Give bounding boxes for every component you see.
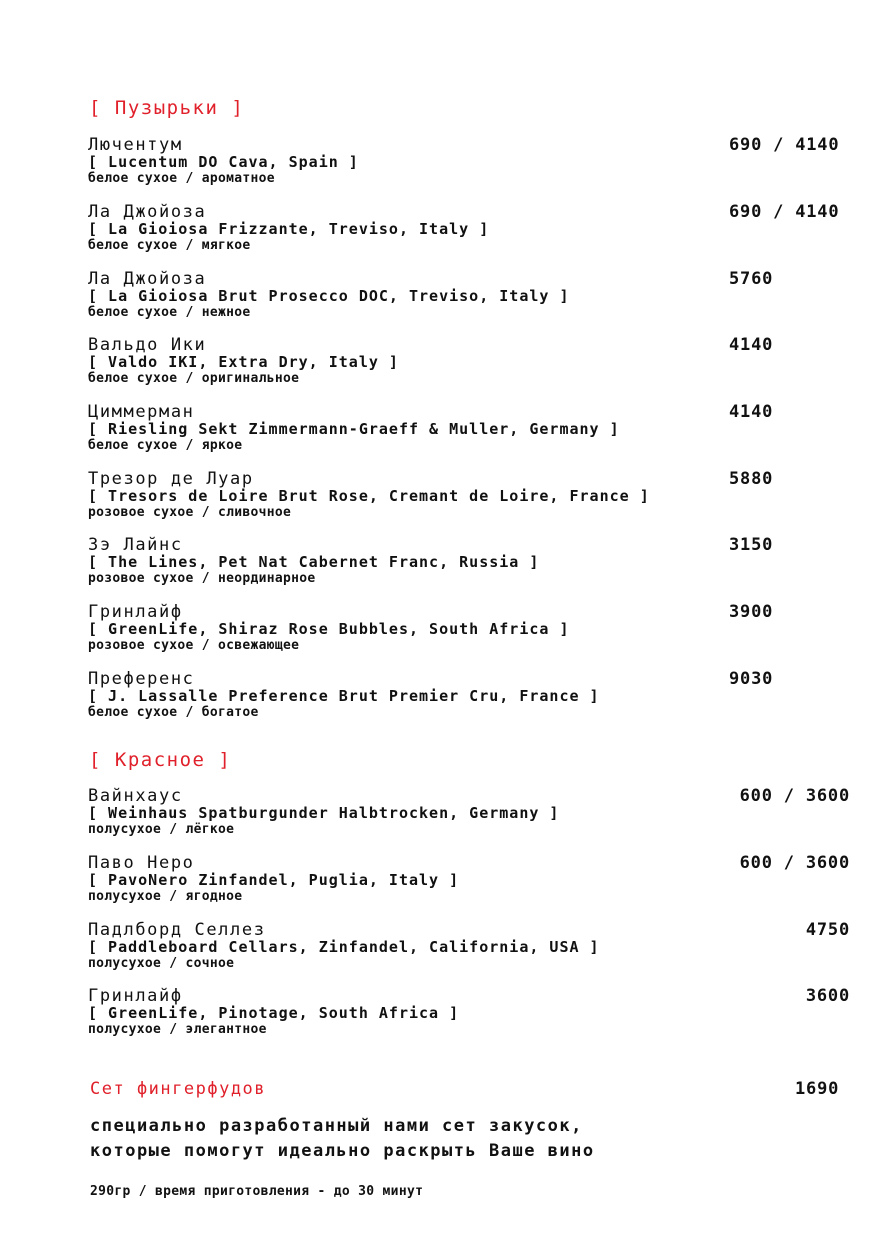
menu-item [88, 335, 858, 395]
wine-description: белое сухое / мягкое [88, 238, 251, 253]
menu-item [88, 853, 858, 913]
wine-origin: [ Weinhaus Spatburgunder Halbtrocken, Germany ] [88, 804, 560, 822]
menu-item [88, 986, 858, 1046]
menu-item [88, 669, 858, 729]
set-description-line: специально разработанный нами сет закусок, [90, 1116, 583, 1136]
wine-description: белое сухое / оригинальное [88, 371, 300, 386]
wine-name: Ла Джойоза [88, 269, 207, 289]
wine-name: Зэ Лайнс [88, 535, 183, 555]
wine-price: 3900 [729, 602, 774, 622]
wine-name: Вальдо Ики [88, 335, 207, 355]
menu-item [88, 269, 858, 329]
menu-item [88, 535, 858, 595]
wine-description: белое сухое / яркое [88, 438, 243, 453]
wine-name: Падлборд Селлез [88, 920, 266, 940]
wine-price: 4140 [729, 335, 774, 355]
set-price: 1690 [795, 1079, 840, 1099]
wine-name: Лючентум [88, 135, 183, 155]
wine-price: 4140 [729, 402, 774, 422]
wine-origin: [ La Gioiosa Brut Prosecco DOC, Treviso, Italy ] [88, 287, 570, 305]
menu-item [88, 135, 858, 195]
wine-origin: [ GreenLife, Shiraz Rose Bubbles, South Africa ] [88, 620, 570, 638]
wine-price: 4750 [805, 920, 850, 940]
menu-item [88, 786, 858, 846]
wine-price: 3600 [805, 986, 850, 1006]
wine-name: Преференс [88, 669, 195, 689]
wine-name: Вайнхаус [88, 786, 183, 806]
set-meta: 290гр / время приготовления - до 30 минут [90, 1184, 424, 1199]
menu-item [88, 920, 858, 980]
wine-price: 5880 [729, 469, 774, 489]
wine-origin: [ Riesling Sekt Zimmermann-Graeff & Muller, Germany ] [88, 420, 620, 438]
menu-item [88, 202, 858, 262]
wine-description: полусухое / элегантное [88, 1022, 267, 1037]
wine-name: Гринлайф [88, 602, 183, 622]
menu-item [88, 602, 858, 662]
section-title-red: [ Красное ] [89, 749, 232, 771]
menu-item [88, 402, 858, 462]
wine-price: 690 / 4140 [729, 135, 840, 155]
wine-name: Циммерман [88, 402, 195, 422]
wine-price: 690 / 4140 [729, 202, 840, 222]
wine-description: полусухое / лёгкое [88, 822, 235, 837]
wine-description: белое сухое / нежное [88, 305, 251, 320]
set-title: Сет фингерфудов [90, 1079, 267, 1099]
wine-name: Гринлайф [88, 986, 183, 1006]
wine-origin: [ J. Lassalle Preference Brut Premier Cru, France ] [88, 687, 600, 705]
wine-origin: [ La Gioiosa Frizzante, Treviso, Italy ] [88, 220, 490, 238]
wine-origin: [ GreenLife, Pinotage, South Africa ] [88, 1004, 460, 1022]
section-title-sparkling: [ Пузырьки ] [89, 97, 245, 119]
wine-description: белое сухое / ароматное [88, 171, 275, 186]
wine-name: Трезор де Луар [88, 469, 254, 489]
wine-description: полусухое / ягодное [88, 889, 243, 904]
wine-description: розовое сухое / неординарное [88, 571, 316, 586]
wine-origin: [ Lucentum DO Cava, Spain ] [88, 153, 359, 171]
wine-origin: [ Tresors de Loire Brut Rose, Cremant de Loire, France ] [88, 487, 650, 505]
wine-origin: [ Paddleboard Cellars, Zinfandel, California, USA ] [88, 938, 600, 956]
wine-origin: [ The Lines, Pet Nat Cabernet Franc, Russia ] [88, 553, 540, 571]
wine-price: 600 / 3600 [739, 786, 850, 806]
menu-item [88, 469, 858, 529]
wine-description: розовое сухое / сливочное [88, 505, 292, 520]
wine-price: 600 / 3600 [739, 853, 850, 873]
wine-price: 9030 [729, 669, 774, 689]
wine-name: Паво Неро [88, 853, 195, 873]
wine-price: 3150 [729, 535, 774, 555]
wine-price: 5760 [729, 269, 774, 289]
wine-description: розовое сухое / освежающее [88, 638, 300, 653]
set-description [90, 1114, 710, 1164]
wine-origin: [ PavoNero Zinfandel, Puglia, Italy ] [88, 871, 460, 889]
wine-description: полусухое / сочное [88, 956, 235, 971]
wine-name: Ла Джойоза [88, 202, 207, 222]
wine-origin: [ Valdo IKI, Extra Dry, Italy ] [88, 353, 399, 371]
wine-description: белое сухое / богатое [88, 705, 259, 720]
set-description-line: которые помогут идеально раскрыть Ваше вино [90, 1141, 595, 1161]
